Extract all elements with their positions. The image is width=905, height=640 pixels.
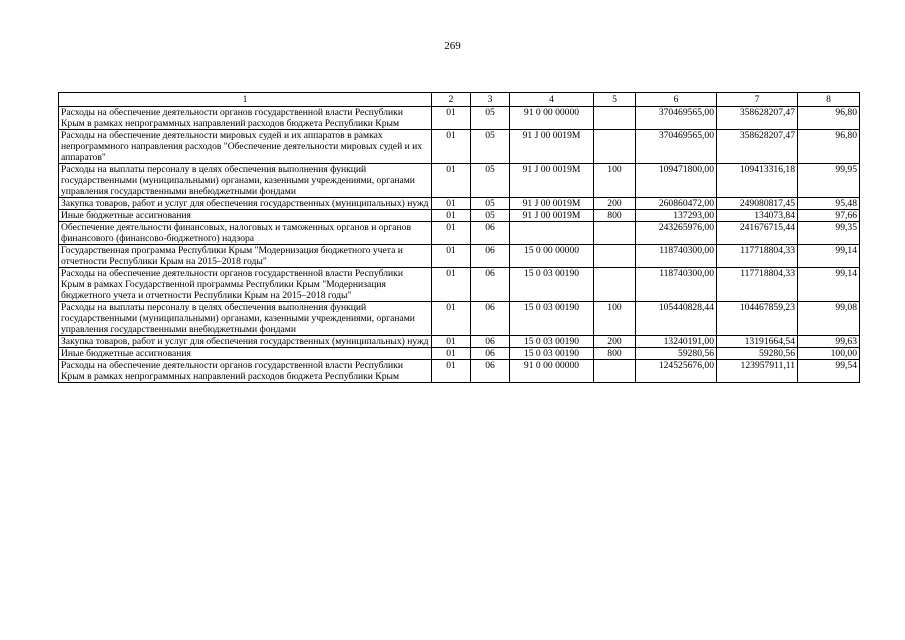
table-row [59,130,860,164]
execution-percent: 95,48 [798,198,860,210]
header-cell: 3 [471,93,510,107]
target-article-code [510,222,594,245]
table-row [59,348,860,360]
expense-type-code: 800 [594,210,636,222]
execution-percent: 99,54 [798,360,860,383]
expense-type-code: 200 [594,198,636,210]
section-code: 01 [432,198,471,210]
expense-name: Расходы на обеспечение деятельности органов государственной власти Республики Крым в рамках непрограммных направлений расходов бюджета Республики Крым [59,360,432,383]
section-code: 01 [432,130,471,164]
planned-amount: 118740300,00 [636,268,717,302]
actual-amount: 241676715,44 [717,222,798,245]
execution-percent: 96,80 [798,130,860,164]
planned-amount: 370469565,00 [636,107,717,130]
table-row [59,107,860,130]
subsection-code: 05 [471,210,510,222]
header-cell: 4 [510,93,594,107]
planned-amount: 59280,56 [636,348,717,360]
section-code: 01 [432,302,471,336]
header-cell: 7 [717,93,798,107]
planned-amount: 370469565,00 [636,130,717,164]
actual-amount: 104467859,23 [717,302,798,336]
table-row [59,302,860,336]
execution-percent: 96,80 [798,107,860,130]
subsection-code: 06 [471,302,510,336]
header-cell: 1 [59,93,432,107]
subsection-code: 06 [471,268,510,302]
subsection-code: 05 [471,164,510,198]
actual-amount: 358628207,47 [717,107,798,130]
planned-amount: 105440828,44 [636,302,717,336]
expense-name: Расходы на выплаты персоналу в целях обеспечения выполнения функций государственными (муниципальными) органами, казенными учреждениями, органами управления государственными внебюджетными фондами [59,302,432,336]
section-code: 01 [432,268,471,302]
planned-amount: 124525676,00 [636,360,717,383]
execution-percent: 99,35 [798,222,860,245]
subsection-code: 06 [471,245,510,268]
header-cell: 2 [432,93,471,107]
target-article-code: 15 0 03 00190 [510,336,594,348]
planned-amount: 13240191,00 [636,336,717,348]
subsection-code: 05 [471,130,510,164]
header-cell: 6 [636,93,717,107]
target-article-code: 91 J 00 0019M [510,198,594,210]
planned-amount: 109471800,00 [636,164,717,198]
table-row [59,198,860,210]
section-code: 01 [432,222,471,245]
target-article-code: 91 0 00 00000 [510,107,594,130]
expense-name: Обеспечение деятельности финансовых, налоговых и таможенных органов и органов финансового (финансово-бюджетного) надзора [59,222,432,245]
section-code: 01 [432,245,471,268]
section-code: 01 [432,164,471,198]
expense-name: Закупка товаров, работ и услуг для обеспечения государственных (муниципальных) нужд [59,198,432,210]
actual-amount: 109413316,18 [717,164,798,198]
expense-name: Государственная программа Республики Крым "Модернизация бюджетного учета и отчетности Республики Крым на 2015–2018 годы" [59,245,432,268]
expense-name: Расходы на обеспечение деятельности органов государственной власти Республики Крым в рамках непрограммных направлений расходов бюджета Республики Крым [59,107,432,130]
subsection-code: 06 [471,360,510,383]
target-article-code: 91 J 00 0019M [510,210,594,222]
expense-type-code [594,222,636,245]
planned-amount: 137293,00 [636,210,717,222]
subsection-code: 06 [471,222,510,245]
expense-type-code [594,130,636,164]
table-row [59,210,860,222]
subsection-code: 06 [471,336,510,348]
expense-name: Иные бюджетные ассигнования [59,348,432,360]
table-row [59,222,860,245]
header-row [59,93,860,107]
section-code: 01 [432,210,471,222]
target-article-code: 91 J 00 0019M [510,164,594,198]
expense-type-code [594,107,636,130]
actual-amount: 249080817,45 [717,198,798,210]
header-cell: 8 [798,93,860,107]
subsection-code: 05 [471,107,510,130]
expense-type-code [594,360,636,383]
expense-name: Иные бюджетные ассигнования [59,210,432,222]
target-article-code: 15 0 03 00190 [510,302,594,336]
actual-amount: 117718804,33 [717,245,798,268]
actual-amount: 117718804,33 [717,268,798,302]
expense-type-code [594,245,636,268]
page-number: 269 [444,40,461,52]
expense-name: Закупка товаров, работ и услуг для обеспечения государственных (муниципальных) нужд [59,336,432,348]
table-row [59,268,860,302]
table-row [59,245,860,268]
expense-name: Расходы на обеспечение деятельности органов государственной власти Республики Крым в рамках Государственной программы Республики Крым "Модернизация бюджетного учета и отчетности Республики Крым на 2015–2018 годы" [59,268,432,302]
expense-name: Расходы на выплаты персоналу в целях обеспечения выполнения функций государственными (муниципальными) органами, казенными учреждениями, органами управления государственными внебюджетными фондами [59,164,432,198]
execution-percent: 100,00 [798,348,860,360]
table-row [59,164,860,198]
budget-table [58,92,860,383]
actual-amount: 123957911,11 [717,360,798,383]
subsection-code: 05 [471,198,510,210]
target-article-code: 15 0 00 00000 [510,245,594,268]
section-code: 01 [432,336,471,348]
expense-type-code [594,268,636,302]
expense-type-code: 800 [594,348,636,360]
target-article-code: 91 J 00 0019M [510,130,594,164]
section-code: 01 [432,107,471,130]
expense-type-code: 200 [594,336,636,348]
target-article-code: 91 0 00 00000 [510,360,594,383]
actual-amount: 358628207,47 [717,130,798,164]
execution-percent: 99,63 [798,336,860,348]
actual-amount: 13191664,54 [717,336,798,348]
section-code: 01 [432,348,471,360]
planned-amount: 260860472,00 [636,198,717,210]
execution-percent: 99,08 [798,302,860,336]
actual-amount: 134073,84 [717,210,798,222]
actual-amount: 59280,56 [717,348,798,360]
execution-percent: 97,66 [798,210,860,222]
header-cell: 5 [594,93,636,107]
execution-percent: 99,14 [798,245,860,268]
execution-percent: 99,95 [798,164,860,198]
expense-name: Расходы на обеспечение деятельности мировых судей и их аппаратов в рамках непрограммного направления расходов "Обеспечение деятельности мировых судей и их аппаратов" [59,130,432,164]
planned-amount: 243265976,00 [636,222,717,245]
expense-type-code: 100 [594,164,636,198]
target-article-code: 15 0 03 00190 [510,268,594,302]
target-article-code: 15 0 03 00190 [510,348,594,360]
execution-percent: 99,14 [798,268,860,302]
planned-amount: 118740300,00 [636,245,717,268]
subsection-code: 06 [471,348,510,360]
expense-type-code: 100 [594,302,636,336]
section-code: 01 [432,360,471,383]
table-row [59,360,860,383]
table-row [59,336,860,348]
